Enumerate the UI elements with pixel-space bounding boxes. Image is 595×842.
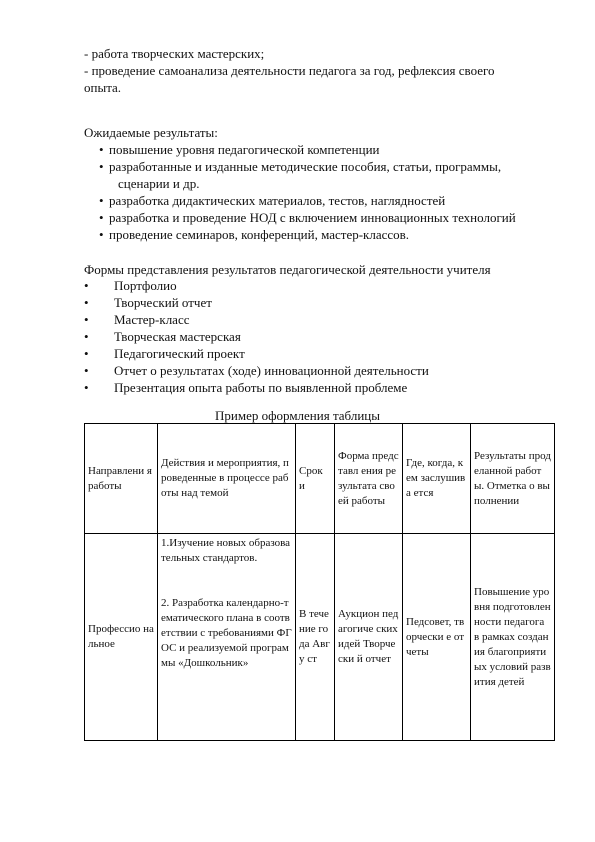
expected-heading: Ожидаемые результаты:: [84, 125, 218, 140]
forms-item-7: Презентация опыта работы по выявленной проблеме: [114, 380, 408, 395]
expected-item-2: разработанные и изданные методические пособия, статьи, программы,: [109, 159, 502, 174]
cell-action-2: 2. Разработка календарно-тематического плана в соответствии с требованиями ФГОС и реализуемой программы «Дошкольник»: [161, 597, 292, 669]
cell-form: Аукцион педагогиче ских идей Творчески й отчет: [335, 534, 403, 741]
bullet-dot-icon: •: [84, 363, 89, 378]
bullet-dot-icon: •: [99, 210, 104, 225]
intro-item-1: - работа творческих мастерских;: [84, 46, 265, 61]
bullet-dot-icon: •: [84, 278, 89, 293]
bullet-dot-icon: •: [84, 295, 89, 310]
intro-item-2: - проведение самоанализа деятельности педагога за год, рефлексия своего: [84, 63, 495, 78]
cell-direction: Профессио нальное: [85, 534, 158, 741]
bullet-dot-icon: •: [99, 159, 104, 174]
cell-where: Педсовет, творчески е отчеты: [403, 534, 471, 741]
bullet-dot-icon: •: [99, 227, 104, 242]
cell-term: В тече ние года Авгу ст: [296, 534, 335, 741]
header-term: Срок и: [296, 424, 335, 534]
expected-item-2-cont: сценарии и др.: [118, 176, 200, 191]
table-caption: Пример оформления таблицы: [215, 408, 380, 423]
bullet-dot-icon: •: [84, 346, 89, 361]
forms-item-6: Отчет о результатах (ходе) инновационной деятельности: [114, 363, 429, 378]
cell-result: Повышение уровня подготовлен ности педагога в рамках создания благоприяти ых условий развития детей: [471, 534, 555, 741]
table-row: [85, 534, 555, 741]
header-form: Форма представл ения результата своей работы: [335, 424, 403, 534]
bullet-dot-icon: •: [99, 193, 104, 208]
forms-item-4: Творческая мастерская: [114, 329, 241, 344]
bullet-dot-icon: •: [84, 329, 89, 344]
forms-item-5: Педагогический проект: [114, 346, 245, 361]
cell-action-1: 1.Изучение новых образовательных стандартов.: [161, 537, 291, 564]
forms-item-3: Мастер-класс: [114, 312, 190, 327]
header-direction: Направлени я работы: [85, 424, 158, 534]
bullet-dot-icon: •: [84, 380, 89, 395]
intro-item-2-cont: опыта.: [84, 80, 122, 95]
forms-item-1: Портфолио: [114, 278, 177, 293]
cell-actions: [158, 534, 296, 741]
header-result: Результаты проделанной работы. Отметка о выполнении: [471, 424, 555, 534]
table-header-row: [85, 424, 555, 534]
bullet-dot-icon: •: [99, 142, 104, 157]
header-where: Где, когда, кем заслушива ется: [403, 424, 471, 534]
forms-heading: Формы представления результатов педагогической деятельности учителя: [84, 262, 491, 277]
bullet-dot-icon: •: [84, 312, 89, 327]
example-table: [84, 423, 555, 741]
expected-item-4: разработка и проведение НОД с включением инновационных технологий: [109, 210, 516, 225]
expected-item-1: повышение уровня педагогической компетенции: [109, 142, 380, 157]
forms-item-2: Творческий отчет: [114, 295, 212, 310]
expected-item-5: проведение семинаров, конференций, мастер-классов.: [109, 227, 410, 242]
header-actions: Действия и мероприятия, проведенные в процессе работы над темой: [158, 424, 296, 534]
expected-item-3: разработка дидактических материалов, тестов, наглядностей: [109, 193, 446, 208]
